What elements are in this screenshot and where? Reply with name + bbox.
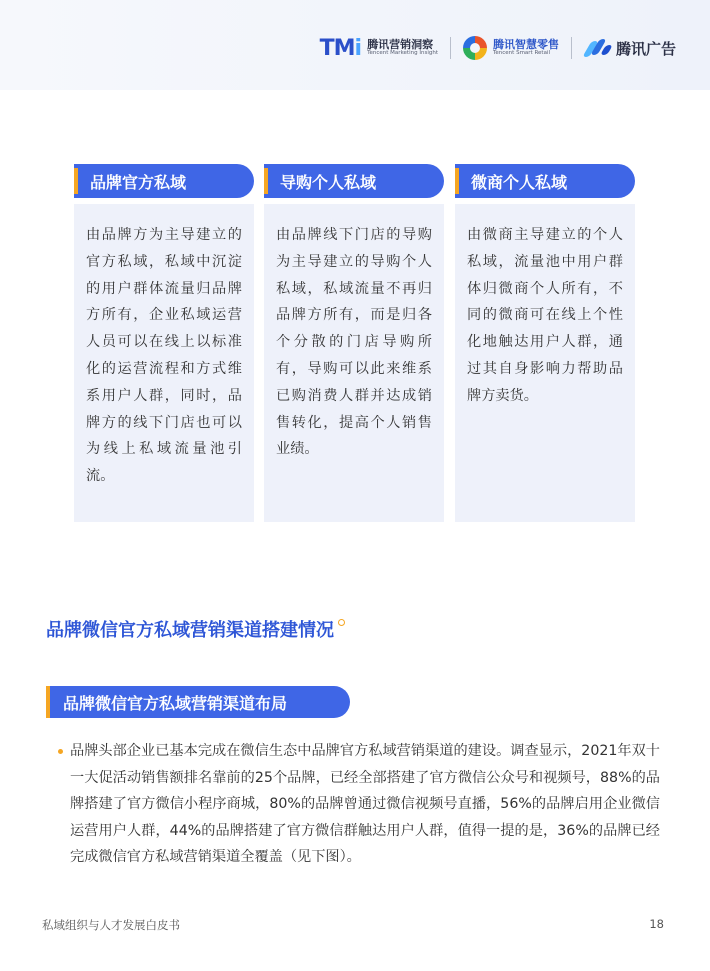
tencent-ads-name: 腾讯广告	[615, 39, 676, 58]
card-body: 由品牌方为主导建立的官方私域，私域中沉淀的用户群体流量归品牌方所有，企业私域运营人员可以在线上以标准化的运营流程和方式维系用户人群，同时，品牌方的线下门店也可以为线上私域流量池引流。	[74, 204, 254, 522]
card-title: 品牌官方私域	[74, 164, 254, 198]
card-title: 导购个人私域	[264, 164, 444, 198]
smart-retail-name-en: Tencent Smart Retail	[492, 49, 551, 56]
tencent-ads-icon	[584, 39, 610, 57]
tmi-logo	[320, 36, 438, 61]
bullet-icon	[58, 749, 63, 754]
card-title: 微商个人私域	[455, 164, 635, 198]
subsection-title: 品牌微信官方私域营销渠道布局	[46, 686, 350, 718]
card-shopping-guide	[264, 164, 444, 522]
card-micro-merchant	[455, 164, 635, 522]
card-body: 由微商主导建立的个人私域，流量池中用户群体归微商个人所有，不同的微商可在线上个性化地触达用户人群，通过其自身影响力帮助品牌方卖货。	[455, 204, 635, 522]
tencent-ads-logo	[584, 38, 676, 59]
logo-divider	[571, 37, 572, 59]
partner-logos	[320, 30, 676, 66]
card-body: 由品牌线下门店的导购为主导建立的导购个人私域，私域流量不再归品牌方所有，而是归各个分散的门店导购所有，导购可以此来维系已购消费人群并达成销售转化，提高个人销售业绩。	[264, 204, 444, 522]
smart-retail-logo	[463, 36, 559, 60]
tmi-name-cn: 腾讯营销洞察	[367, 38, 434, 52]
card-brand-official	[74, 164, 254, 522]
paragraph-text: 品牌头部企业已基本完成在微信生态中品牌官方私域营销渠道的建设。调查显示，2021年双十一大促活动销售额排名靠前的25个品牌，已经全部搭建了官方微信公众号和视频号，88%的品牌搭建了官方微信小程序商城，80%的品牌曾通过微信视频号直播，56%的品牌启用企业微信运营用户人群，44%的品牌搭建了官方微信群触达用户人群，值得一提的是，36%的品牌已经完成微信官方私域营销渠道全覆盖（见下图）。	[70, 743, 660, 866]
section-title: 品牌微信官方私域营销渠道搭建情况	[46, 616, 345, 642]
footer-title: 私域组织与人才发展白皮书	[42, 918, 180, 932]
logo-divider	[450, 37, 451, 59]
tmi-name-en: Tencent Marketing Insight	[367, 49, 438, 56]
tencent-smart-retail-icon	[463, 36, 487, 60]
smart-retail-name-cn: 腾讯智慧零售	[492, 38, 559, 52]
tmi-mark: TMi	[319, 35, 362, 61]
body-paragraph	[70, 738, 660, 871]
title-dot-icon	[338, 619, 345, 626]
page-number: 18	[649, 917, 664, 931]
